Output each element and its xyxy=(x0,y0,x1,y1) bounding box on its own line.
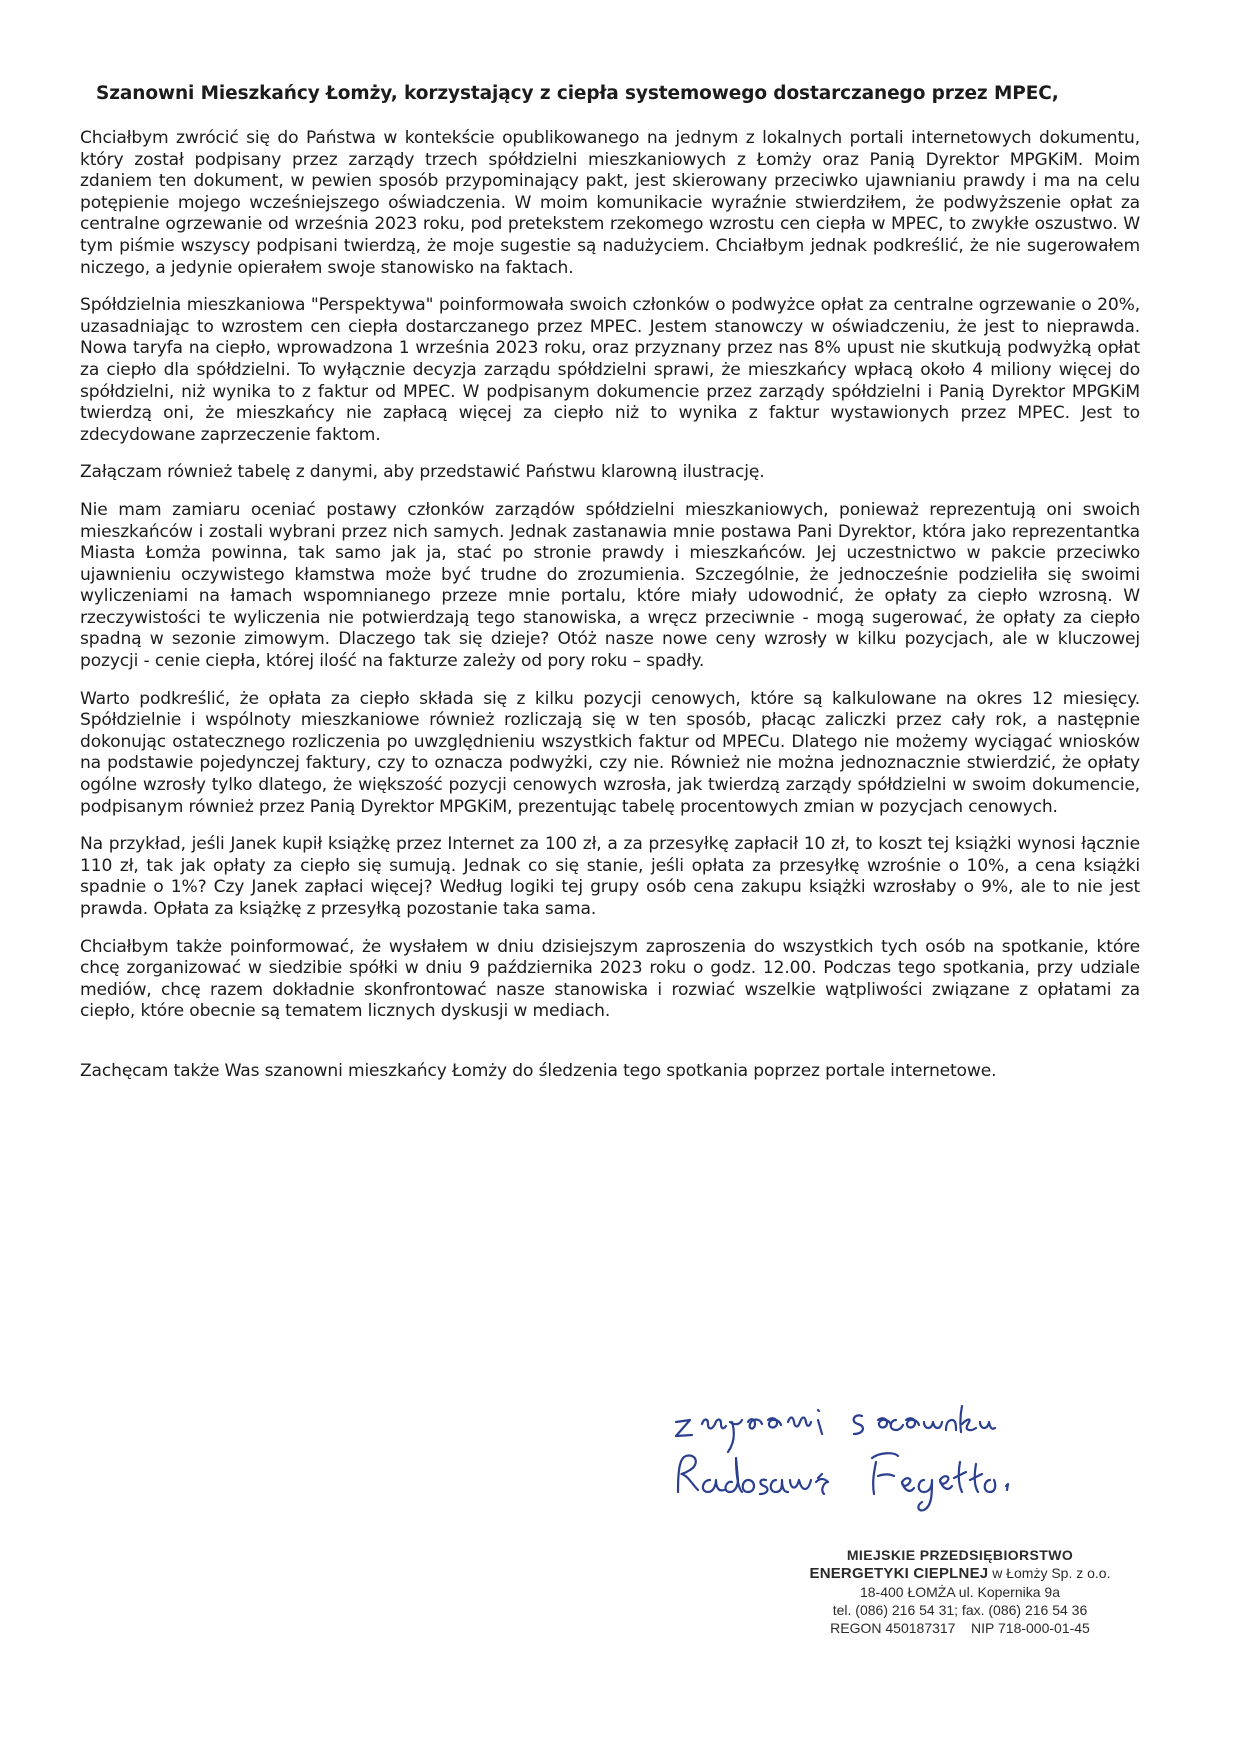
handwritten-signature xyxy=(640,1360,1200,1520)
stamp-phone-fax: tel. (086) 216 54 31; fax. (086) 216 54 36 xyxy=(832,1602,1088,1618)
closing-paragraph: Zachęcam także Was szanowni mieszkańcy Łomży do śledzenia tego spotkania poprzez portale internetowe. xyxy=(80,1060,997,1081)
stamp-company-line-2 xyxy=(780,1564,1140,1583)
company-stamp xyxy=(780,1546,1140,1637)
letter-body xyxy=(80,128,1140,1099)
paragraph-3: Załączam również tabelę z danymi, aby przedstawić Państwu klarowną ilustrację. xyxy=(80,462,765,483)
signature-line-2 xyxy=(678,1453,1008,1510)
stamp-company-name-rest: w Łomży Sp. z o.o. xyxy=(988,1565,1111,1581)
paragraph-5: Warto podkreślić, że opłata za ciepło składa się z kilku pozycji cenowych, które są kalkulowane na okres 12 miesięcy. Spółdzielnie i wspólnoty mieszkaniowe również rozliczają się w ten sposób, płacąc zaliczki przez cały rok, a następnie dokonując ostatecznego rozliczenia po uwzględnieniu wszystkich faktur od MPECu. Dlatego nie możemy wyciągać wniosków na podstawie pojedynczej faktury, czy to oznacza podwyżki, czy nie. Również nie można jednoznacznie stwierdzić, że opłaty ogólne wzrosły tylko dlatego, że większość pozycji cenowych wzrosła, jak twierdzą zarządy spółdzielni w swoim dokumencie, podpisanym również przez Panią Dyrektor MPGKiM, prezentując tabelę procentowych zmian w pozycjach cenowych. xyxy=(80,688,1140,817)
signature-line-1 xyxy=(676,1406,995,1452)
stamp-company-line-1: MIEJSKIE PRZEDSIĘBIORSTWO xyxy=(846,1547,1074,1563)
paragraph-7: Chciałbym także poinformować, że wysłałem w dniu dzisiejszym zaproszenia do wszystkich tych osób na spotkanie, które chcę zorganizować w siedzibie spółki w dniu 9 października 2023 roku o godz. 12.00. Podczas tego spotkania, przy udziale mediów, chcę razem dokładnie skonfrontować nasze stanowiska i rozwiać wszelkie wątpliwości związane z opłatami za ciepło, które obecnie są tematem licznych dyskusji w mediach. xyxy=(80,936,1140,1022)
letter-heading: Szanowni Mieszkańcy Łomży, korzystający z ciepła systemowego dostarczanego przez MPEC, xyxy=(96,83,1059,104)
stamp-regon-nip: REGON 450187317 NIP 718-000-01-45 xyxy=(830,1620,1090,1636)
stamp-address: 18-400 ŁOMŻA ul. Kopernika 9a xyxy=(859,1584,1060,1600)
stamp-company-name-bold: ENERGETYKI CIEPLNEJ xyxy=(809,1565,989,1582)
paragraph-4: Nie mam zamiaru oceniać postawy członków zarządów spółdzielni mieszkaniowych, ponieważ reprezentują oni swoich mieszkańców i zostali wybrani przez nich samych. Jednak zastanawia mnie postawa Pani Dyrektor, która jako reprezentantka Miasta Łomża powinna, tak samo jak ja, stać po stronie prawdy i mieszkańców. Jej uczestnictwo w pakcie przeciwko ujawnieniu oczywistego kłamstwa może być trudne do zrozumienia. Szczególnie, że jednocześnie podzieliła się swoimi wyliczeniami na łamach wspomnianego przeze mnie portalu, które miały udowodnić, że opłaty za ciepło wzrosną. W rzeczywistości te wyliczenia nie potwierdzają tego stanowiska, a wręcz przeciwnie - mogą sugerować, że opłaty za ciepło spadną w sezonie zimowym. Dlaczego tak się dzieje? Otóż nasze nowe ceny wzrosły w kilku pozycjach, ale w kluczowej pozycji - cenie ciepła, której ilość na fakturze zależy od pory roku – spadły. xyxy=(80,499,1140,672)
paragraph-1: Chciałbym zwrócić się do Państwa w kontekście opublikowanego na jednym z lokalnych portali internetowych dokumentu, który został podpisany przez zarządy trzech spółdzielni mieszkaniowych z Łomży oraz Panią Dyrektor MPGKiM. Moim zdaniem ten dokument, w pewien sposób przypominający pakt, jest skierowany przeciwko ujawnianiu prawdy i ma na celu potępienie mojego wcześniejszego oświadczenia. W moim komunikacie wyraźnie stwierdziłem, że podwyższenie opłat za centralne ogrzewanie od września 2023 roku, pod pretekstem rzekomego wzrostu cen ciepła w MPEC, to zwykłe oszustwo. W tym piśmie wszyscy podpisani twierdzą, że moje sugestie są nadużyciem. Chciałbym jednak podkreślić, że nie sugerowałem niczego, a jedynie opierałem swoje stanowisko na faktach. xyxy=(80,128,1140,278)
paragraph-6: Na przykład, jeśli Janek kupił książkę przez Internet za 100 zł, a za przesyłkę zapłacił 10 zł, to koszt tej książki wynosi łącznie 110 zł, tak jak opłaty za ciepło się sumują. Jednak co się stanie, jeśli opłata za przesyłkę wzrośnie o 10%, a cena książki spadnie o 1%? Czy Janek zapłaci więcej? Według logiki tej grupy osób cena zakupu książki wzrosłaby o 9%, ale to nie jest prawda. Opłata za książkę z przesyłką pozostanie taka sama. xyxy=(80,834,1140,919)
paragraph-2: Spółdzielnia mieszkaniowa "Perspektywa" poinformowała swoich członków o podwyżce opłat za centralne ogrzewanie o 20%, uzasadniając to wzrostem cen ciepła dostarczanego przez MPEC. Jestem stanowczy w oświadczeniu, że jest to nieprawda. Nowa taryfa na ciepło, wprowadzona 1 września 2023 roku, oraz przyznany przez nas 8% upust nie skutkują podwyżką opłat za ciepło dla spółdzielni. To wyłącznie decyzja zarządu spółdzielni sprawi, że mieszkańcy wpłacą około 4 miliony więcej do spółdzielni, niż wynika to z faktur od MPEC. W podpisanym dokumencie przez zarządy spółdzielni i Panią Dyrektor MPGKiM twierdzą oni, że mieszkańcy nie zapłacą więcej za ciepło niż to wynika z faktur wystawionych przez MPEC. Jest to zdecydowane zaprzeczenie faktom. xyxy=(80,295,1140,445)
